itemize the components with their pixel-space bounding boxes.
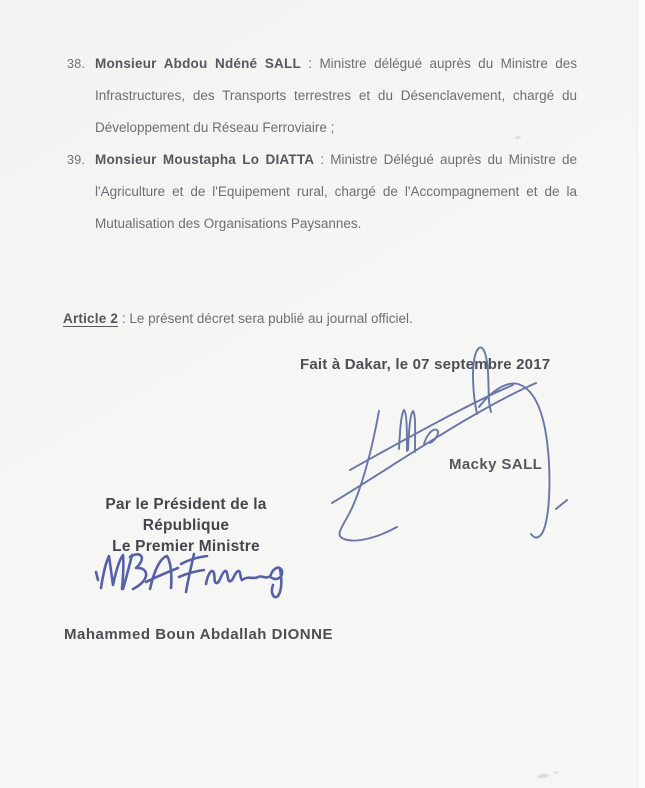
countersign-line-1: Par le Président de la République xyxy=(105,496,267,534)
item-38-line-3: Développement du Réseau Ferroviaire ; xyxy=(95,120,335,135)
scan-edge xyxy=(637,0,645,788)
article-2-clause xyxy=(63,303,413,335)
item-39-line-1 xyxy=(67,144,577,176)
item-39-line-3: Mutualisation des Organisations Paysannes. xyxy=(95,216,362,231)
item-38-minister-name: Monsieur Abdou Ndéné SALL xyxy=(95,56,301,71)
item-39-title-start: Ministre Délégué auprès du Ministre de xyxy=(330,152,577,167)
item-38-title-start: Ministre délégué auprès du Ministre des xyxy=(319,56,577,71)
item-39-minister-name: Monsieur Moustapha Lo DIATTA xyxy=(95,152,315,167)
item-38-line-1 xyxy=(67,48,577,80)
item-39-number: 39. xyxy=(67,153,86,167)
item-38-separator: : xyxy=(300,56,320,71)
prime-minister-name: Mahammed Boun Abdallah DIONNE xyxy=(64,626,333,643)
item-39-line-2: l'Agriculture et de l'Equipement rural, chargé de l'Accompagnement et de la xyxy=(95,184,577,199)
scan-artifact xyxy=(537,773,549,779)
item-38-number: 38. xyxy=(67,57,86,71)
list-item-39 xyxy=(67,144,577,240)
date-place-line: Fait à Dakar, le 07 septembre 2017 xyxy=(300,356,551,373)
countersign-titles xyxy=(64,494,308,557)
countersign-line-2: Le Premier Ministre xyxy=(112,538,260,555)
item-39-separator: : xyxy=(314,152,331,167)
scan-artifact xyxy=(554,771,558,774)
list-item-38 xyxy=(67,48,577,144)
president-name: Macky SALL xyxy=(449,456,543,473)
item-38-line-2: Infrastructures, des Transports terrestres et du Désenclavement, chargé du xyxy=(95,88,577,103)
article-2-text: : Le présent décret sera publié au journal officiel. xyxy=(118,311,413,326)
article-2-label: Article 2 xyxy=(63,311,119,326)
